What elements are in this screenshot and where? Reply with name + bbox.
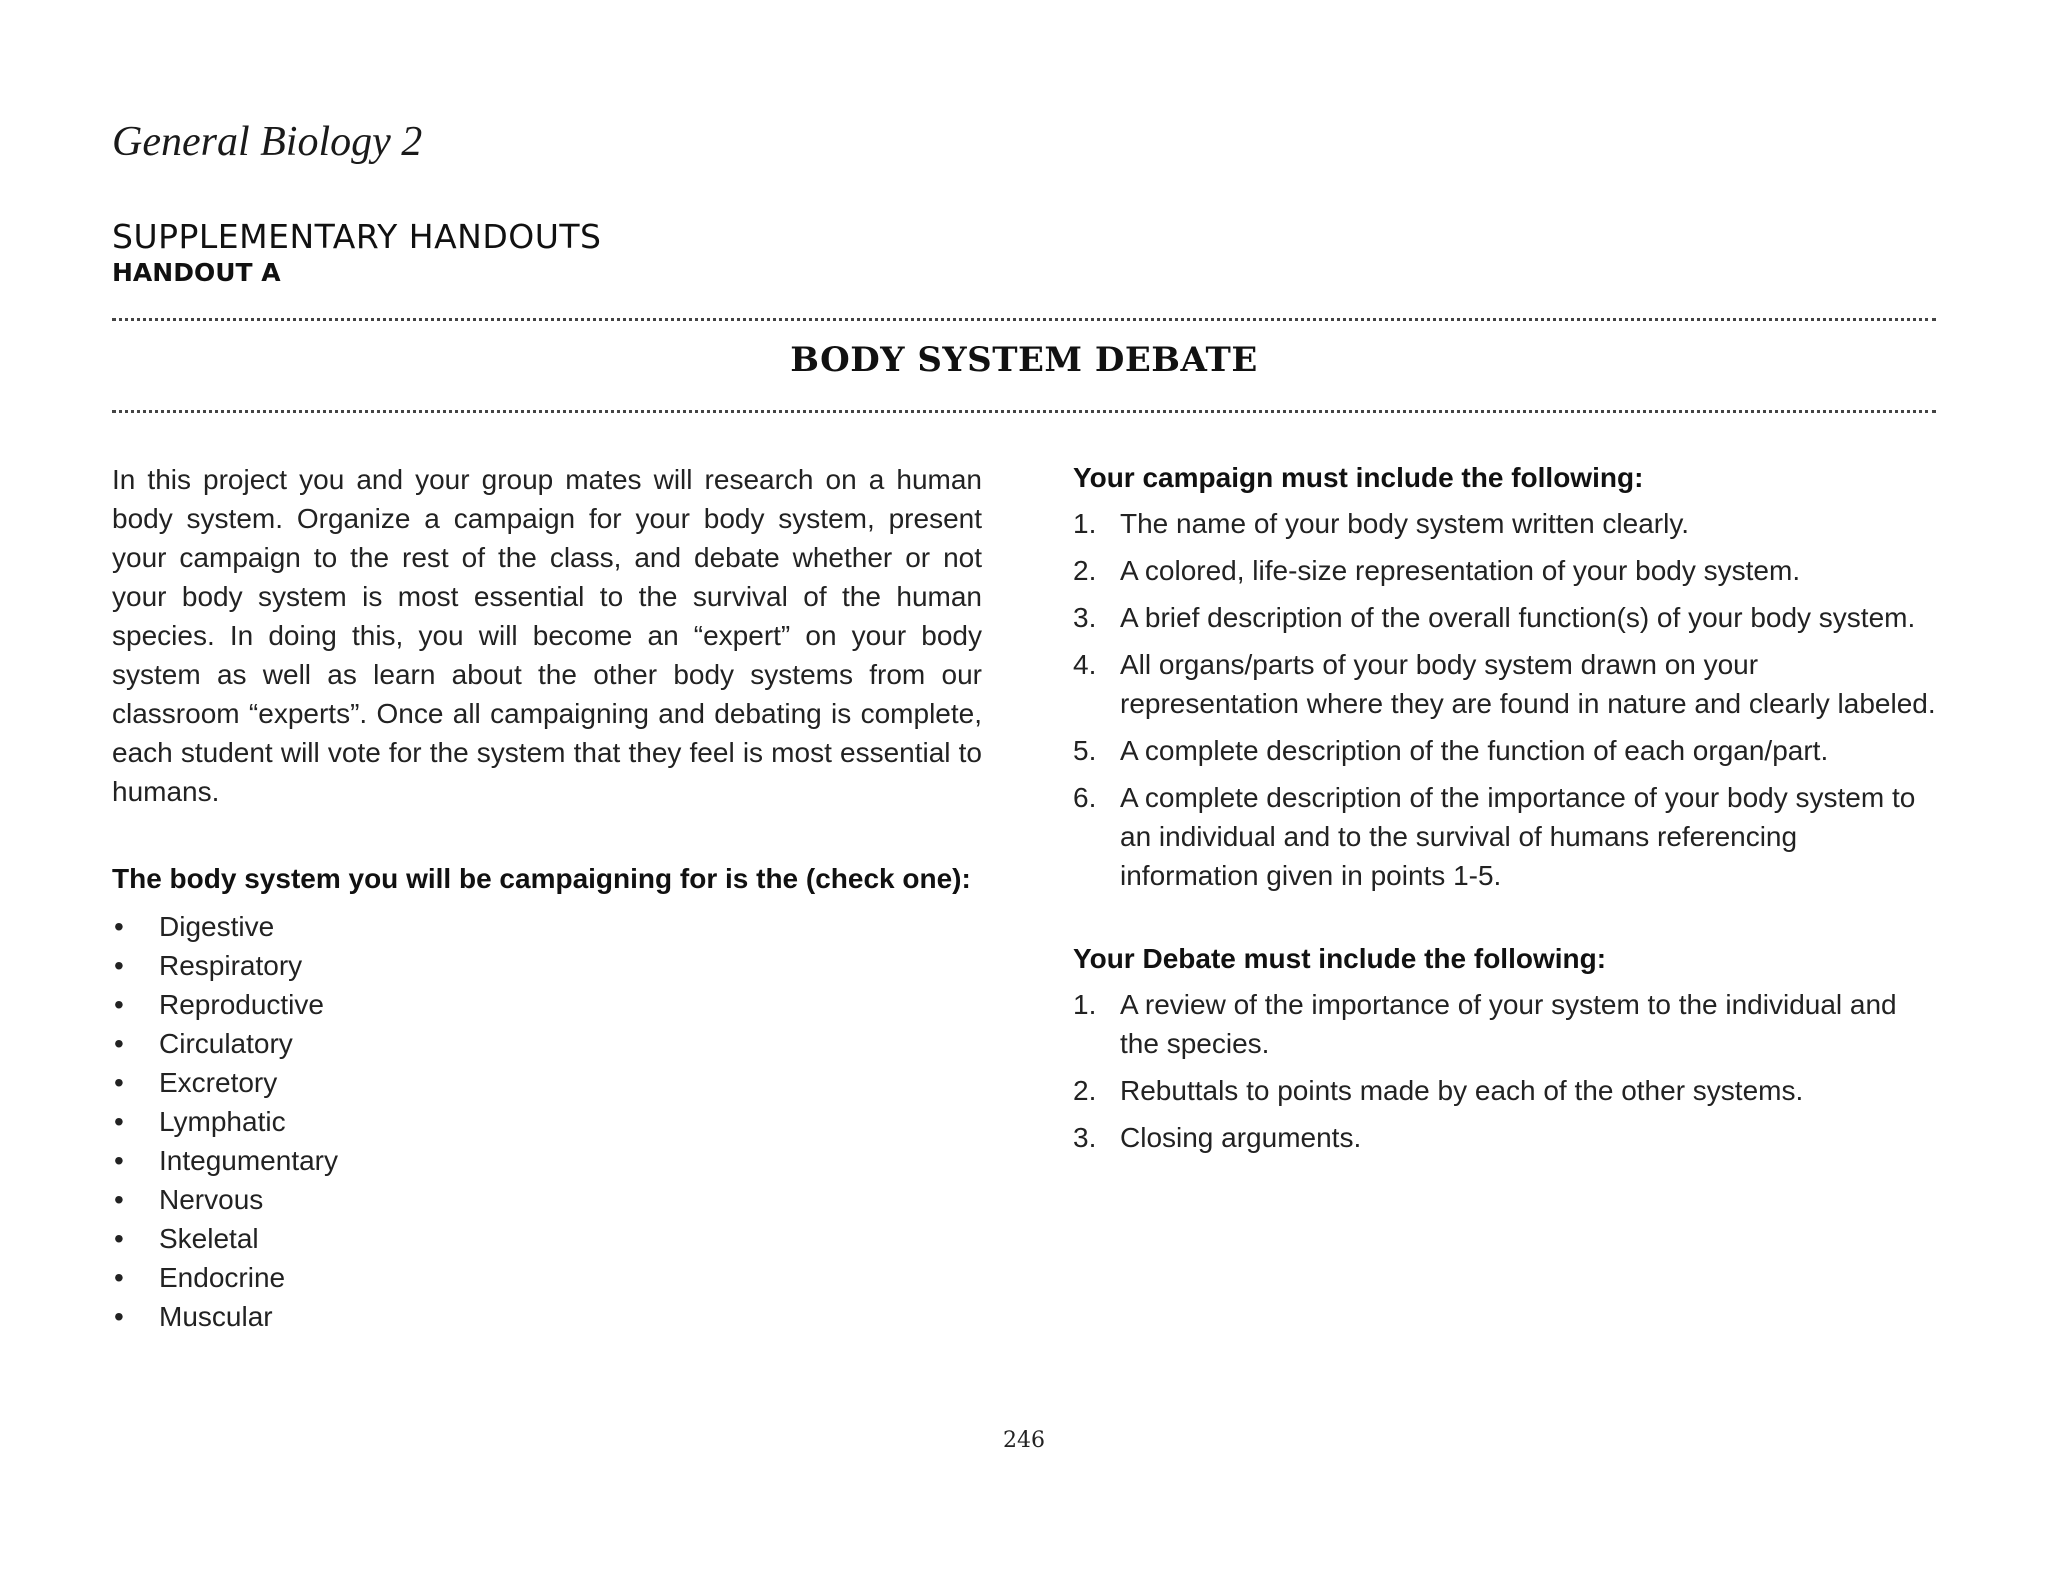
- right-column: [1073, 460, 1943, 1165]
- list-item: [112, 1102, 982, 1141]
- list-item: [112, 1219, 982, 1258]
- body-system-list: [112, 907, 982, 1336]
- item-number: 4.: [1073, 649, 1097, 680]
- campaign-heading: Your campaign must include the following:: [1073, 462, 1644, 493]
- system-label: Respiratory: [159, 950, 303, 981]
- list-item: [112, 907, 982, 946]
- item-text: A colored, life-size representation of your body system.: [1120, 555, 1801, 586]
- list-item: [112, 1180, 982, 1219]
- item-text: A complete description of the function of each organ/part.: [1120, 735, 1829, 766]
- list-item: [1073, 1118, 1943, 1157]
- list-item: [1073, 598, 1943, 637]
- item-text: All organs/parts of your body system drawn on your representation where they are found in nature and clearly labeled.: [1120, 649, 1936, 719]
- course-title: General Biology 2: [112, 119, 423, 165]
- system-label: Digestive: [159, 911, 275, 942]
- handout-title: BODY SYSTEM DEBATE: [790, 340, 1258, 380]
- item-number: 2.: [1073, 555, 1097, 586]
- top-dotted-divider: [112, 318, 1936, 321]
- bullet-icon: •: [114, 1223, 124, 1254]
- list-item: [112, 946, 982, 985]
- bullet-icon: •: [114, 1106, 124, 1137]
- list-item: [112, 1063, 982, 1102]
- system-label: Nervous: [159, 1184, 264, 1215]
- debate-requirements-list: [1073, 985, 1943, 1157]
- intro-paragraph: In this project you and your group mates will research on a human body system. Organize a campaign for your body system, present your campaign to the rest of the class, and debate whether or not your body system is most essential to the survival of the human species. In doing this, you will become an “expert” on your body system as well as learn about the other body systems from our classroom “experts”. Once all campaigning and debating is complete, each student will vote for the system that they feel is most essential to humans.: [112, 464, 982, 807]
- item-text: Closing arguments.: [1120, 1122, 1362, 1153]
- item-text: The name of your body system written clearly.: [1120, 508, 1690, 539]
- check-one-heading: The body system you will be campaigning for is the (check one):: [112, 863, 971, 894]
- list-item: [1073, 731, 1943, 770]
- bullet-icon: •: [114, 1262, 124, 1293]
- list-item: [112, 1258, 982, 1297]
- system-label: Reproductive: [159, 989, 324, 1020]
- item-text: Rebuttals to points made by each of the other systems.: [1120, 1075, 1804, 1106]
- item-number: 1.: [1073, 989, 1097, 1020]
- list-item: [1073, 504, 1943, 543]
- list-item: [112, 985, 982, 1024]
- item-number: 3.: [1073, 1122, 1097, 1153]
- bullet-icon: •: [114, 1067, 124, 1098]
- bullet-icon: •: [114, 911, 124, 942]
- item-number: 1.: [1073, 508, 1097, 539]
- system-label: Endocrine: [159, 1262, 286, 1293]
- list-item: [1073, 985, 1943, 1063]
- list-item: [1073, 551, 1943, 590]
- list-item: [112, 1141, 982, 1180]
- system-label: Integumentary: [159, 1145, 338, 1176]
- list-item: [112, 1024, 982, 1063]
- system-label: Skeletal: [159, 1223, 259, 1254]
- system-label: Lymphatic: [159, 1106, 286, 1137]
- bullet-icon: •: [114, 1145, 124, 1176]
- bullet-icon: •: [114, 989, 124, 1020]
- item-number: 2.: [1073, 1075, 1097, 1106]
- item-text: A brief description of the overall function(s) of your body system.: [1120, 602, 1916, 633]
- system-label: Excretory: [159, 1067, 278, 1098]
- bullet-icon: •: [114, 950, 124, 981]
- campaign-requirements-list: [1073, 504, 1943, 895]
- page-number: 246: [1003, 1428, 1045, 1453]
- list-item: [1073, 645, 1943, 723]
- item-text: A complete description of the importance of your body system to an individual and to the survival of humans referencing information given in points 1-5.: [1120, 782, 1916, 891]
- bullet-icon: •: [114, 1301, 124, 1332]
- item-number: 6.: [1073, 782, 1097, 813]
- item-number: 5.: [1073, 735, 1097, 766]
- bullet-icon: •: [114, 1028, 124, 1059]
- bullet-icon: •: [114, 1184, 124, 1215]
- system-label: Circulatory: [159, 1028, 293, 1059]
- bottom-dotted-divider: [112, 410, 1936, 413]
- section-title: SUPPLEMENTARY HANDOUTS: [112, 217, 602, 256]
- list-item: [112, 1297, 982, 1336]
- left-column: [112, 460, 982, 1336]
- list-item: [1073, 1071, 1943, 1110]
- item-text: A review of the importance of your system to the individual and the species.: [1120, 989, 1897, 1059]
- handout-label: HANDOUT A: [112, 258, 281, 287]
- item-number: 3.: [1073, 602, 1097, 633]
- debate-heading: Your Debate must include the following:: [1073, 943, 1607, 974]
- list-item: [1073, 778, 1943, 895]
- system-label: Muscular: [159, 1301, 273, 1332]
